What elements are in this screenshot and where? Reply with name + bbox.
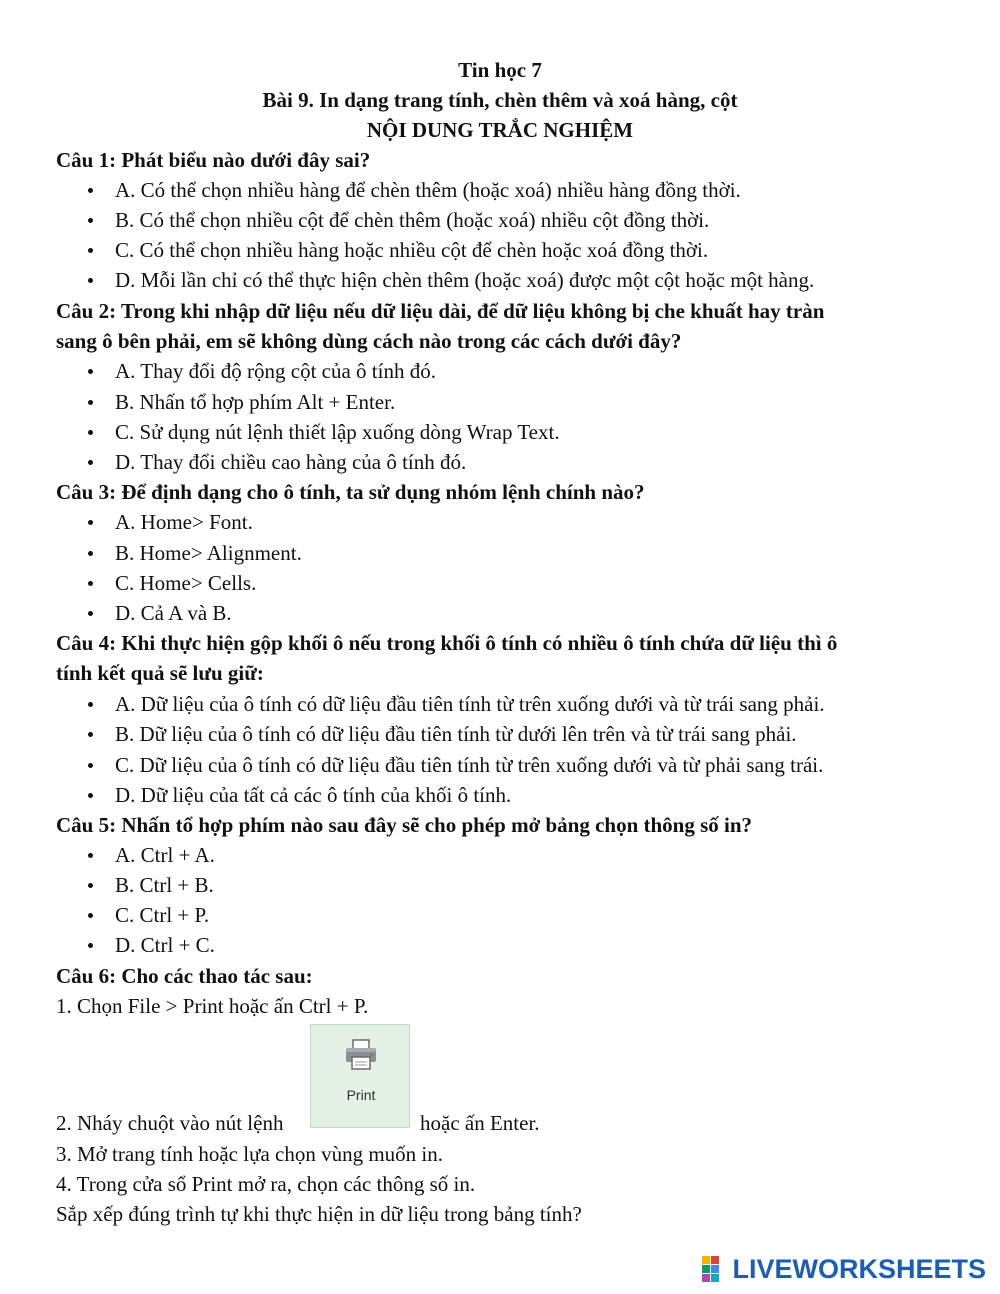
- question-1-option-d[interactable]: D. Mỗi lần chỉ có thể thực hiện chèn thêm (hoặc xoá) được một cột hoặc một hàng.: [115, 265, 975, 295]
- question-5-text: Câu 5: Nhấn tổ hợp phím nào sau đây sẽ cho phép mở bảng chọn thông số in?: [56, 813, 753, 837]
- question-2-option-a[interactable]: A. Thay đổi độ rộng cột của ô tính đó.: [115, 356, 975, 386]
- lesson-title: Bài 9. In dạng trang tính, chèn thêm và xoá hàng, cột: [262, 88, 738, 112]
- question-3-option-d[interactable]: D. Cả A và B.: [115, 598, 975, 628]
- question-6-prompt: Sắp xếp đúng trình tự khi thực hiện in dữ liệu trong bảng tính?: [56, 1202, 582, 1226]
- question-2-text-line2: sang ô bên phải, em sẽ không dùng cách nào trong các cách dưới đây?: [56, 329, 682, 353]
- bullet-icon: [88, 793, 93, 798]
- question-1-option-a[interactable]: A. Có thể chọn nhiều hàng để chèn thêm (hoặc xoá) nhiều hàng đồng thời.: [115, 175, 975, 205]
- subject-title: Tin học 7: [458, 58, 542, 82]
- question-3-option-a[interactable]: A. Home> Font.: [115, 507, 975, 537]
- bullet-icon: [88, 853, 93, 858]
- printer-icon: [343, 1037, 379, 1073]
- question-5-option-d[interactable]: D. Ctrl + C.: [115, 930, 975, 960]
- bullet-icon: [88, 883, 93, 888]
- print-label: Print: [346, 1087, 376, 1103]
- bullet-icon: [88, 913, 93, 918]
- question-6-step-4: 4. Trong cửa sổ Print mở ra, chọn các thông số in.: [56, 1172, 476, 1196]
- question-2-text-line1: Câu 2: Trong khi nhập dữ liệu nếu dữ liệu dài, để dữ liệu không bị che khuất hay tràn: [56, 299, 825, 323]
- question-4-option-b[interactable]: B. Dữ liệu của ô tính có dữ liệu đầu tiên tính từ dưới lên trên và từ trái sang phải.: [115, 719, 975, 749]
- bullet-icon: [88, 460, 93, 465]
- liveworksheets-logo: [702, 1252, 986, 1286]
- question-3-option-c[interactable]: C. Home> Cells.: [115, 568, 975, 598]
- bullet-icon: [88, 400, 93, 405]
- question-2-option-d[interactable]: D. Thay đổi chiều cao hàng của ô tính đó.: [115, 447, 975, 477]
- liveworksheets-wordmark: LIVEWORKSHEETS: [732, 1253, 986, 1284]
- bullet-icon: [88, 763, 93, 768]
- question-4-option-a[interactable]: A. Dữ liệu của ô tính có dữ liệu đầu tiên tính từ trên xuống dưới và từ trái sang phải.: [115, 689, 975, 719]
- question-6-text: Câu 6: Cho các thao tác sau:: [56, 964, 313, 988]
- bullet-icon: [88, 369, 93, 374]
- question-6-step-2-before: 2. Nháy chuột vào nút lệnh: [56, 1111, 284, 1135]
- section-title: NỘI DUNG TRẮC NGHIỆM: [366, 118, 634, 142]
- question-6-step-3: 3. Mở trang tính hoặc lựa chọn vùng muốn in.: [56, 1142, 444, 1166]
- liveworksheets-grid-icon: [702, 1256, 728, 1282]
- bullet-icon: [88, 430, 93, 435]
- bullet-icon: [88, 218, 93, 223]
- question-1-option-b[interactable]: B. Có thể chọn nhiều cột để chèn thêm (hoặc xoá) nhiều cột đồng thời.: [115, 205, 975, 235]
- bullet-icon: [88, 278, 93, 283]
- bullet-icon: [88, 732, 93, 737]
- question-4-text-line1: Câu 4: Khi thực hiện gộp khối ô nếu trong khối ô tính có nhiều ô tính chứa dữ liệu thì ô: [56, 631, 838, 655]
- question-3-option-b[interactable]: B. Home> Alignment.: [115, 538, 975, 568]
- question-6-step-2-after: hoặc ấn Enter.: [420, 1111, 540, 1135]
- question-1-text: Câu 1: Phát biểu nào dưới đây sai?: [56, 148, 371, 172]
- question-5-option-b[interactable]: B. Ctrl + B.: [115, 870, 975, 900]
- question-2-option-c[interactable]: C. Sử dụng nút lệnh thiết lập xuống dòng Wrap Text.: [115, 417, 975, 447]
- question-6-step-1: 1. Chọn File > Print hoặc ấn Ctrl + P.: [56, 994, 369, 1018]
- question-5-option-a[interactable]: A. Ctrl + A.: [115, 840, 975, 870]
- bullet-icon: [88, 520, 93, 525]
- question-3-text: Câu 3: Để định dạng cho ô tính, ta sử dụng nhóm lệnh chính nào?: [56, 480, 645, 504]
- bullet-icon: [88, 611, 93, 616]
- bullet-icon: [88, 551, 93, 556]
- bullet-icon: [88, 581, 93, 586]
- print-button-image: [310, 1024, 410, 1128]
- bullet-icon: [88, 248, 93, 253]
- question-5-option-c[interactable]: C. Ctrl + P.: [115, 900, 975, 930]
- question-1-option-c[interactable]: C. Có thể chọn nhiều hàng hoặc nhiều cột để chèn hoặc xoá đồng thời.: [115, 235, 975, 265]
- bullet-icon: [88, 702, 93, 707]
- question-4-text-line2: tính kết quả sẽ lưu giữ:: [56, 661, 264, 685]
- question-4-option-d[interactable]: D. Dữ liệu của tất cả các ô tính của khối ô tính.: [115, 780, 975, 810]
- question-4-option-c[interactable]: C. Dữ liệu của ô tính có dữ liệu đầu tiên tính từ trên xuống dưới và từ phải sang trái.: [115, 750, 975, 780]
- bullet-icon: [88, 188, 93, 193]
- bullet-icon: [88, 943, 93, 948]
- question-2-option-b[interactable]: B. Nhấn tổ hợp phím Alt + Enter.: [115, 387, 975, 417]
